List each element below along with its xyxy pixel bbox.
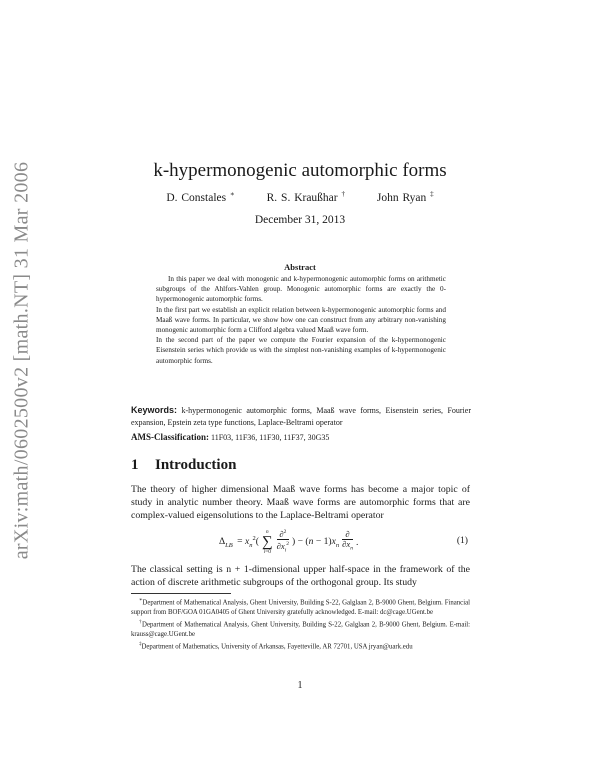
ams-label: AMS-Classification:: [131, 432, 209, 442]
summation-symbol: n ∑ i=0: [261, 528, 273, 555]
footnote: [131, 618, 470, 639]
footnote-mark: ‡: [139, 642, 142, 648]
equation-middle-term: ) − $(n - 1)x_n$: [292, 535, 340, 549]
author-name: D. Constales: [166, 191, 227, 204]
paper-date: December 31, 2013: [254, 214, 346, 226]
author: [166, 190, 234, 204]
footnote-text: Department of Mathematical Analysis, Ghent University, Building S-22, Galglaan 2, B-9000 Ghent, Belgium. Financial support from BOF/GOA 01GA0405 of Ghent University gratefully acknowledged. E-mail: dc@cage.UGent.be: [131, 599, 470, 616]
author-list: [0, 190, 600, 204]
equation-lhs: $\Delta_{LB}$: [219, 535, 233, 549]
second-derivative-fraction: $\frac{\partial^2}{\partial x_i^2}$: [276, 529, 290, 554]
abstract-heading: Abstract: [284, 262, 316, 272]
paper-title: k-hypermonogenic automorphic forms: [153, 160, 447, 181]
author-name: John Ryan: [376, 191, 427, 204]
equation-rhs: = $x_n^2$(: [234, 534, 259, 550]
keywords-text: k-hypermonogenic automorphic forms, Maaß wave forms, Eisenstein series, Fourier expansion, Epstein zeta type functions, Laplace-Beltrami operator: [131, 406, 471, 427]
ams-classification: [131, 432, 471, 442]
section-number: 1: [131, 457, 139, 473]
author: [267, 190, 345, 204]
section-title: Introduction: [155, 457, 237, 473]
footnote: [131, 596, 470, 617]
footnote: [131, 640, 470, 652]
abstract-paragraph: In this paper we deal with monogenic and k-hypermonogenic automorphic forms on arithmetic subgroups of the Ahlfors-Vahlen group. Monogenic automorphic forms are exactly the 0-hypermonogenic automorphic forms.: [156, 275, 446, 304]
keywords-label: Keywords:: [131, 405, 178, 415]
arxiv-identifier: arXiv:math/0602500v2 [math.NT] 31 Mar 2006: [10, 161, 33, 559]
footnotes: [131, 593, 470, 653]
body-paragraph: The classical setting is n + 1-dimensional upper half-space in the framework of the action of discrete arithmetic subgroups of the orthogonal group. Its study: [131, 564, 470, 588]
footnote-mark: †: [139, 620, 143, 626]
page-number: 1: [297, 680, 303, 691]
footnote-text: Department of Mathematical Analysis, Ghent University, Building S-22, Galglaan 2, B-9000 Ghent, Belgium. E-mail: krauss@cage.UGent.be: [131, 621, 471, 638]
author-footnote-mark: ‡: [430, 190, 434, 198]
author-footnote-mark: †: [341, 190, 345, 198]
author-name: R. S. Kraußhar: [266, 191, 338, 204]
first-derivative-fraction: $\frac{\partial}{\partial x_n}$: [342, 529, 353, 552]
equation-body: $\Delta_{LB}$ = $x_n^2$( n ∑ i=0 $\frac{\partial^2}{\partial x_i^2}$ ) − $(n - 1)x_n$ $\frac{\partial}{\partial x_n}$ .: [219, 528, 359, 555]
abstract-paragraph: In the second part of the paper we compute the Fourier expansion of the k-hypermonogenic Eisenstein series which provide us with the simplest non-vanishing examples of k-hypermonogenic automorphic forms.: [156, 336, 446, 365]
intro-paragraph: The theory of higher dimensional Maaß wave forms has become a major topic of study in analytic number theory. Maaß wave forms are automorphic forms that are complex-valued eigensolutions to the Laplace-Beltrami operator: [131, 484, 470, 521]
equation-laplace-beltrami: [131, 526, 470, 558]
abstract-body: [156, 274, 446, 366]
keywords-block: [131, 404, 471, 429]
footnote-mark: ∗: [139, 598, 143, 603]
footnote-text: Department of Mathematics, University of Arkansas, Fayetteville, AR 72701, USA jryan@uark.edu: [141, 643, 413, 651]
author: [377, 190, 434, 204]
arxiv-side-stamp: [0, 150, 44, 570]
section-heading: [131, 457, 236, 474]
equation-number: (1): [456, 535, 468, 546]
footnote-rule: [131, 593, 231, 594]
author-footnote-mark: ∗: [229, 190, 235, 198]
abstract-paragraph: In the first part we establish an explicit relation between k-hypermonogenic automorphic forms and Maaß wave forms. In particular, we show how one can construct from any arbitrary non-vanishing monogenic automorphic form a Clifford algebra valued Maaß wave form.: [156, 305, 446, 335]
ams-codes: 11F03, 11F36, 11F30, 11F37, 30G35: [211, 433, 330, 442]
